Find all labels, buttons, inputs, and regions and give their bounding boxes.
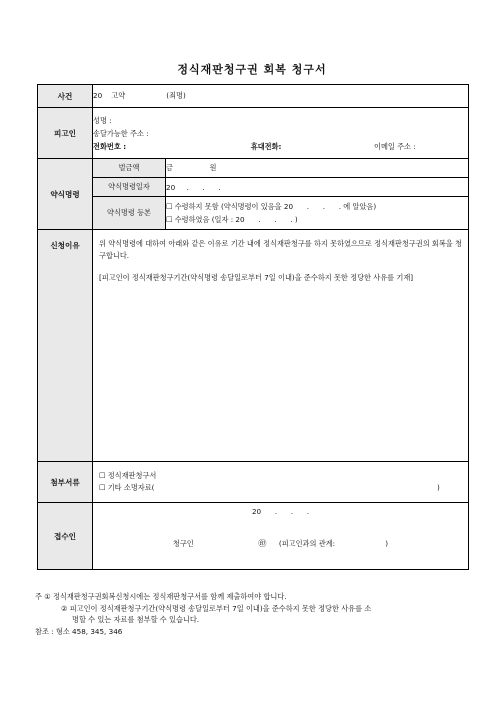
reason-label: 신청이유 <box>38 230 93 462</box>
service-received-checkbox[interactable]: ☐ 수령하였음 (일자 : 20 . . . ) <box>166 215 298 224</box>
order-service-options <box>166 197 469 230</box>
defendant-row <box>38 108 469 159</box>
claimant-relation-field: (피고인과의 관계: ) <box>278 539 389 548</box>
attachment-other-text: ☐ 기타 소명자료( <box>99 483 155 492</box>
receipt-date: 20 . . . <box>251 507 310 516</box>
defendant-name-field: 성명 : <box>93 115 112 125</box>
order-service-label: 약식명령 등본 <box>93 197 166 230</box>
order-date-text: 20 . . . <box>166 182 221 192</box>
attachments-row <box>38 462 469 503</box>
footnotes <box>35 591 475 637</box>
footnote-2b: 명할 수 있는 자료를 첨부할 수 있습니다. <box>72 615 200 624</box>
order-fine-label: 벌금액 <box>93 159 166 178</box>
attachments-list <box>93 462 469 503</box>
case-label: 사건 <box>38 85 93 108</box>
claimant-label: 청구인 <box>172 539 194 548</box>
defendant-info[interactable] <box>93 108 469 159</box>
claim-form-table <box>37 84 469 570</box>
case-number-text: 20 고약 (죄명) <box>93 91 186 100</box>
attachment-other-close: ) <box>437 483 440 492</box>
footnote-1: 주 ① 정식재판청구권회복신청시에는 정식재판청구서를 함께 제출하여야 합니다. <box>35 592 287 601</box>
order-service-row <box>38 197 469 230</box>
defendant-label: 피고인 <box>38 108 93 159</box>
defendant-contact-line <box>93 140 468 153</box>
fine-amount-text: 금 원 <box>166 163 217 172</box>
footnote-2a: ② 피고인이 정식재판청구기간(약식명령 송달일로부터 7일 이내)을 준수하지 못한 정당한 사유를 소 <box>61 603 372 613</box>
service-not-received-checkbox[interactable]: ☐ 수령하지 못함 (약식명령이 있음을 20 . . . 에 알았음) <box>166 202 377 211</box>
case-row <box>38 85 469 108</box>
reason-content[interactable] <box>93 230 469 462</box>
receipt-content[interactable] <box>93 503 469 570</box>
attachments-label: 첨부서류 <box>38 462 93 503</box>
order-date-value[interactable] <box>166 178 469 197</box>
order-date-row <box>38 178 469 197</box>
defendant-phone-field: 전화번호 : <box>93 141 127 151</box>
attachment-claim-form-checkbox[interactable]: ☐ 정식재판청구서 <box>99 471 157 480</box>
receipt-row <box>38 503 469 570</box>
order-fine-row <box>38 159 469 178</box>
defendant-address-field: 송달가능한 주소 : <box>93 128 149 138</box>
reason-row <box>38 230 469 462</box>
defendant-mobile-field: 휴대전화: <box>250 141 282 151</box>
receipt-signature-line <box>93 538 468 549</box>
receipt-label: 접수인 <box>38 503 93 570</box>
defendant-email-field: 이메일 주소 : <box>374 141 416 151</box>
order-label: 약식명령 <box>38 159 93 230</box>
attachment-other-evidence-checkbox[interactable] <box>93 482 468 494</box>
seal-icon: ㊞ <box>258 539 267 548</box>
footnote-reference: 참조 : 형소 458, 345, 346 <box>35 626 123 636</box>
reason-statement: 위 약식명령에 대하여 아래와 같은 이유로 기간 내에 정식재판청구를 하지 못하였으므로 정식재판청구권의 회복을 청구합니다. <box>99 239 462 260</box>
order-fine-value[interactable] <box>166 159 469 178</box>
order-date-label: 약식명령일자 <box>93 178 166 197</box>
reason-instruction: [피고인이 정식재판청구기간(약식명령 송달일로부터 7일 이내)을 준수하지 못한 정당한 사유를 기재] <box>99 273 414 282</box>
case-value[interactable] <box>93 85 469 108</box>
page-title: 정식재판청구권 회복 청구서 <box>177 63 327 76</box>
